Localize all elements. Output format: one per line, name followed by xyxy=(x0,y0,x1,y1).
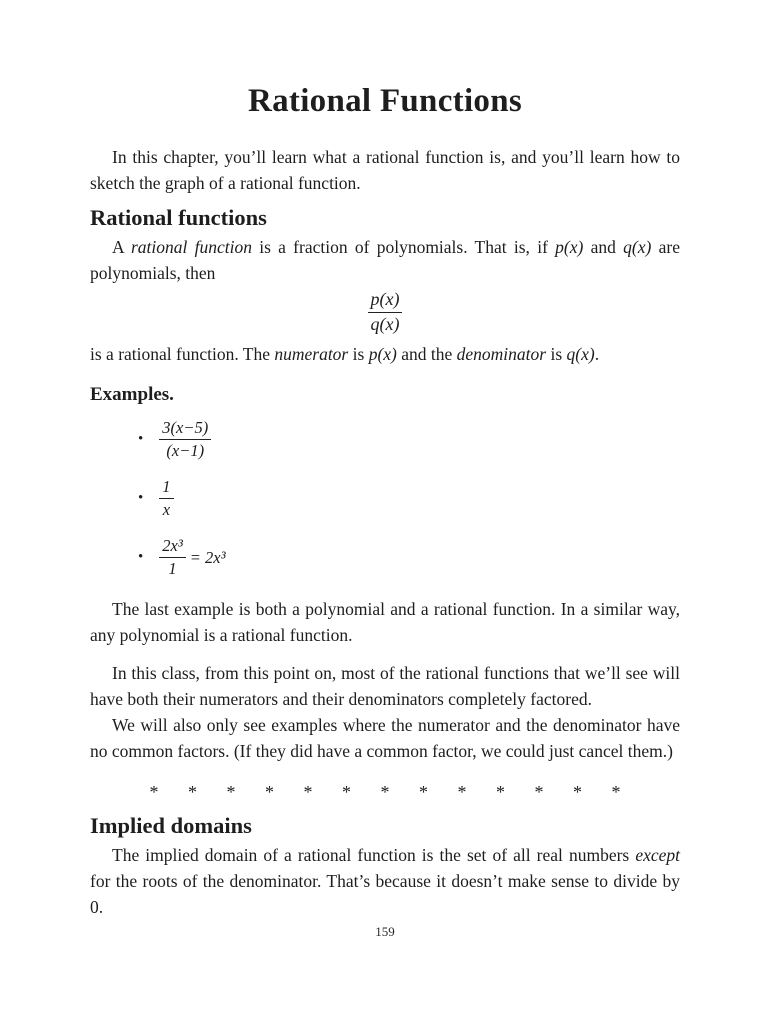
section-heading-implied-domains: Implied domains xyxy=(90,812,252,838)
bullet-icon: • xyxy=(138,490,144,507)
example-equals-expression: = 2x³ xyxy=(189,547,226,567)
page-number: 159 xyxy=(375,923,395,939)
examples-list xyxy=(90,419,680,579)
math-inline: q(x) xyxy=(566,343,595,364)
text-segment: for the roots of the denominator. That’s because it doesn’t make sense to divide by 0. xyxy=(90,870,680,917)
text-segment: and xyxy=(583,237,624,257)
text-segment: is a fraction of polynomials. That is, if xyxy=(251,237,556,257)
implied-domain-paragraph xyxy=(90,842,680,920)
fraction-denominator: 1 xyxy=(168,559,177,579)
fraction-denominator: (x−1) xyxy=(166,441,205,461)
paragraph-last-example: The last example is both a polynomial and a rational function. In a similar way, any polynomial is a rational function. xyxy=(90,598,680,645)
text-segment: The implied domain of a rational function is the set of all real numbers xyxy=(112,844,636,865)
text-segment: A xyxy=(112,237,131,257)
example-item xyxy=(138,478,680,520)
example-item xyxy=(138,419,680,461)
paragraph-no-common-factors: We will also only see examples where the numerator and the denominator have no common factors. (If they did have a common factor, we could just cancel them.) xyxy=(90,714,680,761)
section-heading-rational-functions: Rational functions xyxy=(90,205,267,230)
text-segment: is xyxy=(348,343,369,364)
text-segment: is xyxy=(546,343,567,364)
fraction-numerator: 3(x−5) xyxy=(159,419,211,440)
rational-definition-paragraph xyxy=(90,234,680,286)
page-title: Rational Functions xyxy=(247,83,523,119)
text-segment: . xyxy=(594,343,600,364)
bullet-icon: • xyxy=(138,549,144,566)
fraction-numerator: p(x) xyxy=(368,290,403,313)
text-segment-italic: rational function xyxy=(130,237,252,257)
paragraph-in-this-class: In this class, from this point on, most of the rational functions that we’ll see will have both their numerators and their denominators completely factored. xyxy=(90,662,680,709)
text-segment: are polynomials, then xyxy=(90,237,680,283)
text-segment: is a rational function. The xyxy=(90,343,275,364)
math-inline: q(x) xyxy=(623,237,652,257)
text-segment-italic: denominator xyxy=(456,343,547,364)
examples-heading: Examples. xyxy=(90,383,174,405)
display-fraction xyxy=(90,290,680,335)
bullet-icon: • xyxy=(138,431,144,448)
text-segment-italic: numerator xyxy=(274,343,349,364)
example-item xyxy=(138,537,680,579)
fraction-numerator: 2x³ xyxy=(159,537,186,558)
stars-divider: * * * * * * * * * * * * * xyxy=(149,781,621,802)
rational-continuation-paragraph xyxy=(90,341,680,367)
fraction-denominator: x xyxy=(162,500,171,520)
text-segment: and the xyxy=(396,343,457,364)
fraction-numerator: 1 xyxy=(159,478,173,499)
example-fraction xyxy=(159,478,173,519)
fraction-denominator: q(x) xyxy=(370,313,400,334)
intro-paragraph: In this chapter, you’ll learn what a rational function is, and you’ll learn how to sketch the graph of a rational function. xyxy=(90,147,680,193)
example-fraction xyxy=(159,537,186,578)
text-segment-italic: except xyxy=(635,844,680,865)
fraction xyxy=(368,290,403,335)
math-inline: p(x) xyxy=(368,343,397,364)
example-fraction xyxy=(159,419,211,460)
math-inline: p(x) xyxy=(555,237,584,257)
